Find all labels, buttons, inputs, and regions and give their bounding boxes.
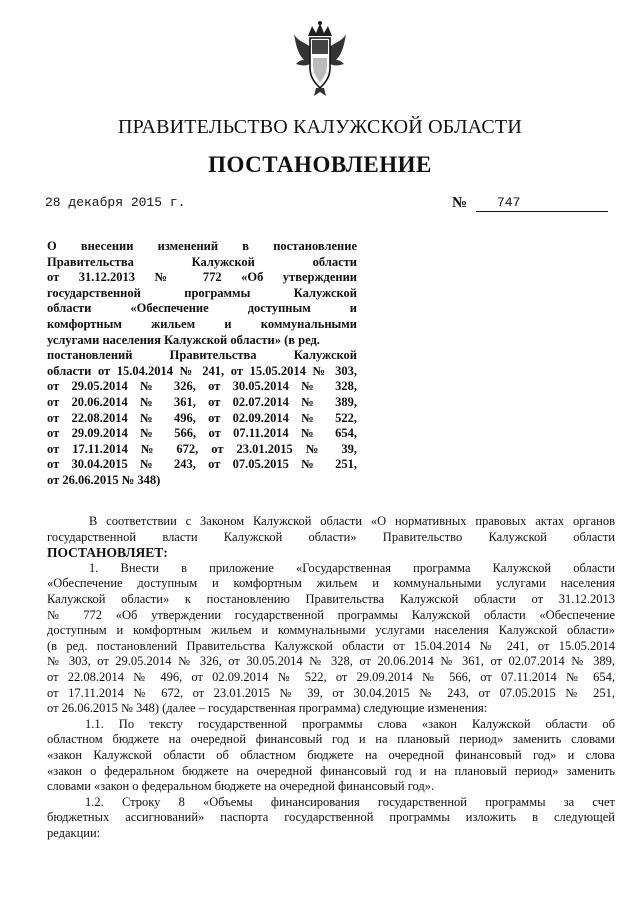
body-line: от 22.08.2014 № 496, от 02.09.2014 № 522, от 29.09.2014 № 566, от 07.11.2014 № 654, <box>47 669 615 684</box>
subject-line: услугами населения Калужской области» (в ред. <box>47 332 320 347</box>
subject-line: от 22.08.2014 № 496, от 02.09.2014 № 522, <box>47 410 357 425</box>
body-line: бюджетных ассигнований» паспорта государственной программы изложить в следующей <box>47 810 615 825</box>
body-line: «Обеспечение доступным и комфортным жильем и коммунальными услугами населения <box>47 576 615 591</box>
subject-line: области «Обеспечение доступным и <box>47 301 357 316</box>
body-line: № 303, от 29.05.2014 № 326, от 30.05.2014 № 328, от 20.06.2014 № 361, от 02.07.2014 № 389, <box>47 654 615 669</box>
document-subject <box>47 239 357 489</box>
body-line: Калужской области» к постановлению Правительства Калужской области от 31.12.2013 <box>47 591 615 606</box>
subject-line: от 29.09.2014 № 566, от 07.11.2014 № 654, <box>47 426 357 441</box>
document-body <box>47 514 615 841</box>
body-line: областном бюджете на очередной финансовый год и на плановый период» заменить словами <box>47 732 615 747</box>
body-line: от 26.06.2015 № 348) (далее – государственная программа) следующие изменения: <box>47 701 488 716</box>
body-line: 1. Внести в приложение «Государственная программа Калужской области <box>89 560 615 575</box>
body-line: «закон о федеральном бюджете на очередной финансовый год и на плановый период» заменить <box>47 763 615 778</box>
government-title: ПРАВИТЕЛЬСТВО КАЛУЖСКОЙ ОБЛАСТИ <box>118 116 522 138</box>
subject-line: комфортным жильем и коммунальными <box>47 316 357 331</box>
subject-line: государственной программы Калужской <box>47 285 357 300</box>
subject-line: от 29.05.2014 № 326, от 30.05.2014 № 328, <box>47 379 357 394</box>
subject-line: области от 15.04.2014 № 241, от 15.05.2014 № 303, <box>47 363 357 378</box>
subject-line: Правительства Калужской области <box>47 254 357 269</box>
body-line: словами «закон о федеральном бюджете на очередной финансовый год». <box>47 779 435 794</box>
resolves-heading: ПОСТАНОВЛЯЕТ: <box>47 545 168 561</box>
subject-line: от 31.12.2013 № 772 «Об утверждении <box>47 270 357 285</box>
body-line: В соответствии с Законом Калужской области «О нормативных правовых актах органов <box>89 514 615 528</box>
body-line: государственной власти Калужской области» Правительство Калужской области <box>47 529 615 544</box>
subject-line: О внесении изменений в постановление <box>47 239 357 253</box>
subject-line: от 26.06.2015 № 348) <box>47 472 161 487</box>
document-number: 747 <box>497 195 521 210</box>
subject-line: от 30.04.2015 № 243, от 07.05.2015 № 251, <box>47 457 357 472</box>
body-line: редакции: <box>47 825 101 840</box>
body-line: «закон Калужской области об областном бюджете на очередной финансовый год» и слова <box>47 747 615 762</box>
subject-line: постановлений Правительства Калужской <box>47 348 357 363</box>
document-date: 28 декабря 2015 г. <box>45 195 186 210</box>
subject-line: от 20.06.2014 № 361, от 02.07.2014 № 389, <box>47 394 357 409</box>
document-number-underline <box>476 195 608 212</box>
document-type-title: ПОСТАНОВЛЕНИЕ <box>208 152 432 177</box>
body-line: от 17.11.2014 № 672, от 23.01.2015 № 39, от 30.04.2015 № 243, от 07.05.2015 № 251, <box>47 685 615 700</box>
body-line: 1.2. Строку 8 «Объемы финансирования государственной программы за счет <box>85 794 615 809</box>
body-line: № 772 «Об утверждении государственной программы Калужской области «Обеспечение <box>47 607 615 622</box>
body-line: (в ред. постановлений Правительства Калужской области от 15.04.2014 № 241, от 15.05.2014 <box>47 638 615 653</box>
body-line: 1.1. По тексту государственной программы слова «закон Калужской области об <box>85 716 615 731</box>
subject-line: от 17.11.2014 № 672, от 23.01.2015 № 39, <box>47 441 357 456</box>
coat-of-arms-emblem <box>292 20 348 98</box>
body-line: доступным и комфортным жильем и коммунальными услугами населения Калужской области» <box>47 623 615 638</box>
document-number-label: № <box>452 195 468 211</box>
